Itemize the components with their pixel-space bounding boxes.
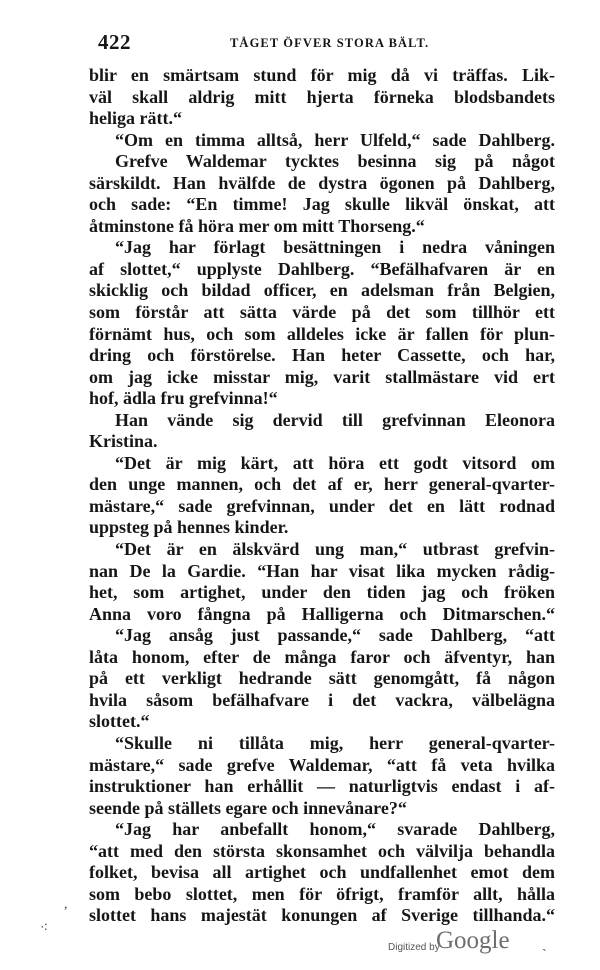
stray-mark: ⁖ (40, 921, 49, 936)
text-line: folket, bevisa all artighet och undfallenhet emot dem (89, 862, 555, 883)
text-line: Han vände sig dervid till grefvinnan Eleonora (115, 409, 555, 430)
text-line: “Skulle ni tillåta mig, herr general-qvarter- (115, 732, 555, 753)
text-line: hvila såsom befälhafvare i det vackra, välbelägna (89, 689, 555, 710)
text-line: Anna voro fångna på Halligerna och Ditmarschen.“ (89, 603, 555, 624)
body-text (89, 65, 555, 927)
text-line: slottet.“ (89, 711, 150, 732)
text-line: “att med den största skonsamhet och välvilja behandla (89, 840, 555, 861)
text-line: nan De la Gardie. “Han har visat lika mycken rådig- (89, 560, 555, 581)
text-line: “Jag har anbefallt honom,“ svarade Dahlberg, (115, 819, 555, 840)
text-line: särskildt. Han hvälfde de dystra ögonen på Dahlberg, (89, 172, 555, 193)
text-line: Kristina. (89, 431, 158, 452)
text-line: låta honom, efter de många faror och äfventyr, han (89, 646, 555, 667)
text-line: dring och förstörelse. Han heter Cassette, och har, (89, 345, 555, 366)
text-line: hof, ädla fru grefvinna!“ (89, 388, 278, 409)
digitized-label: Digitized by (388, 942, 440, 953)
text-line: och sade: “En timme! Jag skulle likväl önskat, att (89, 194, 555, 215)
text-line: som bebo slottet, men för öfrigt, framför allt, hålla (89, 883, 555, 904)
text-line: som förstår att sätta värde på det som tillhör ett (89, 302, 555, 323)
text-line: Grefve Waldemar tycktes besinna sig på något (115, 151, 555, 172)
text-line: seende på ställets egare och innevånare?“ (89, 797, 407, 818)
text-line: blir en smärtsam stund för mig då vi träffas. Lik- (89, 65, 555, 85)
stray-mark: , (64, 897, 68, 912)
text-line: mästare,“ sade grefve Waldemar, “att få veta hvilka (89, 754, 555, 775)
text-line: om jag icke misstar mig, varit stallmästare vid ert (89, 366, 555, 387)
text-line: het, som artighet, under den tiden jag och fröken (89, 582, 555, 603)
page-number: 422 (98, 30, 131, 54)
text-line: heliga rätt.“ (89, 108, 182, 129)
text-line: den unge mannen, och det af er, herr general-qvarter- (89, 474, 555, 495)
text-line: förnämt hus, och som alldeles icke är fallen för plun- (89, 323, 555, 344)
text-line: “Jag har förlagt besättningen i nedra våningen (115, 237, 555, 258)
text-line: af slottet,“ upplyste Dahlberg. “Befälhafvaren är en (89, 258, 555, 279)
text-line: “Jag ansåg just passande,“ sade Dahlberg, “att (115, 625, 555, 646)
text-line: “Det är en älskvärd ung man,“ utbrast grefvin- (115, 539, 555, 560)
text-line: slottet hans majestät konungen af Sverige tillhanda.“ (89, 905, 555, 926)
text-line: uppsteg på hennes kinder. (89, 517, 289, 538)
text-line: instruktioner han erhållit — naturligtvis endast i af- (89, 776, 555, 797)
text-line: skicklig och bildad officer, en adelsman från Belgien, (89, 280, 555, 301)
text-line: “Om en timma alltså, herr Ulfeld,“ sade Dahlberg. (115, 129, 555, 150)
text-line: på ett verkligt hedrande sätt genomgått, få någon (89, 668, 555, 689)
text-line: mästare,“ sade grefvinnan, under det en lätt rodnad (89, 495, 555, 516)
text-line: väl skall aldrig mitt hjerta förneka blodsbandets (89, 86, 555, 107)
running-title: TÅGET ÖFVER STORA BÄLT. (230, 36, 430, 50)
stray-mark: ˎ (542, 937, 547, 952)
page-header (94, 30, 556, 52)
text-line: “Det är mig kärt, att höra ett godt vitsord om (115, 452, 555, 473)
google-wordmark: Google (436, 927, 510, 954)
text-line: åtminstone få höra mer om mitt Thorseng.“ (89, 215, 425, 236)
